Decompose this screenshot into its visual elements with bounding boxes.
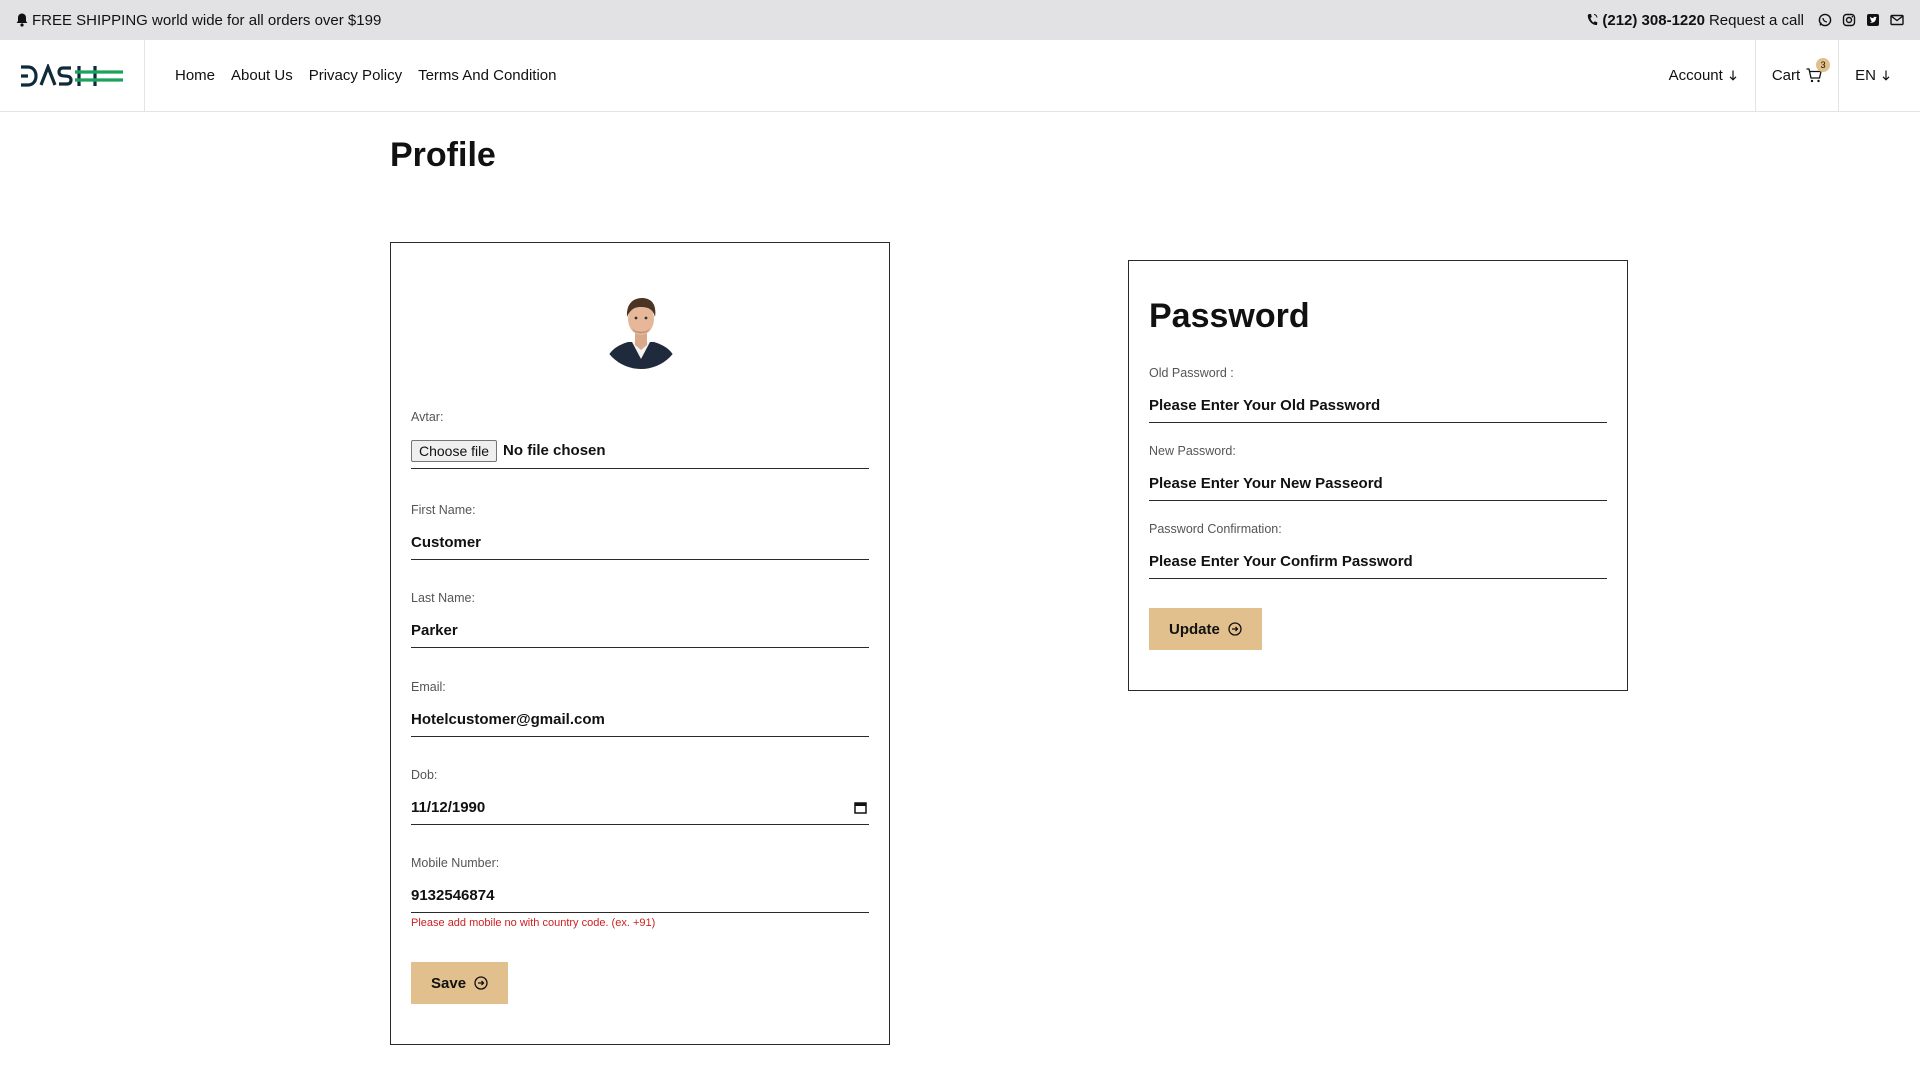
confirm-password-input[interactable] bbox=[1149, 545, 1607, 579]
whatsapp-icon[interactable] bbox=[1818, 13, 1832, 27]
top-announcement-bar bbox=[0, 0, 1920, 40]
update-label: Update bbox=[1169, 620, 1220, 638]
dob-field bbox=[411, 768, 869, 825]
mobile-hint: Please add mobile no with country code. (ex. +91) bbox=[411, 917, 656, 929]
email-label: Email: bbox=[411, 680, 446, 694]
new-password-field bbox=[1149, 444, 1607, 501]
arrow-circle-right-icon bbox=[1228, 622, 1242, 636]
language-selector[interactable] bbox=[1838, 40, 1920, 112]
update-button[interactable] bbox=[1149, 608, 1262, 650]
arrow-circle-right-icon bbox=[474, 976, 488, 990]
old-password-field bbox=[1149, 366, 1607, 423]
account-dropdown[interactable] bbox=[1653, 40, 1755, 112]
page-title: Profile bbox=[390, 136, 496, 174]
language-label: EN bbox=[1855, 67, 1876, 84]
confirm-password-field bbox=[1149, 522, 1607, 579]
save-button[interactable] bbox=[411, 962, 508, 1004]
new-password-input[interactable] bbox=[1149, 467, 1607, 501]
bell-icon bbox=[16, 13, 28, 27]
arrow-down-icon bbox=[1729, 70, 1737, 81]
nav-link-home[interactable]: Home bbox=[175, 67, 216, 84]
shipping-notice bbox=[16, 12, 381, 29]
site-logo[interactable] bbox=[0, 40, 145, 112]
instagram-icon[interactable] bbox=[1842, 13, 1856, 27]
main-navigation bbox=[0, 40, 1920, 112]
avatar-field bbox=[411, 410, 869, 469]
dob-value: 11/12/1990 bbox=[411, 799, 486, 816]
person-avatar-icon bbox=[600, 287, 682, 369]
phone-icon bbox=[1586, 13, 1598, 27]
password-card bbox=[1128, 260, 1628, 691]
primary-menu bbox=[175, 67, 556, 84]
phone-number[interactable]: (212) 308-1220 bbox=[1602, 11, 1705, 29]
mobile-field bbox=[411, 856, 869, 929]
twitter-icon[interactable] bbox=[1866, 13, 1880, 27]
arrow-down-icon bbox=[1882, 70, 1890, 81]
cart-count-badge: 3 bbox=[1816, 58, 1830, 72]
account-label: Account bbox=[1668, 67, 1723, 84]
new-password-label: New Password: bbox=[1149, 444, 1236, 458]
mail-icon[interactable] bbox=[1890, 14, 1904, 26]
mobile-label: Mobile Number: bbox=[411, 856, 500, 870]
first-name-label: First Name: bbox=[411, 503, 476, 517]
old-password-input[interactable] bbox=[1149, 389, 1607, 423]
cart-label: Cart bbox=[1771, 67, 1801, 84]
first-name-field bbox=[411, 503, 869, 560]
request-call-link[interactable]: Request a call bbox=[1708, 11, 1804, 29]
last-name-field bbox=[411, 591, 869, 648]
last-name-input[interactable]: Parker bbox=[411, 614, 869, 648]
avatar-label: Avtar: bbox=[411, 410, 444, 424]
choose-file-button[interactable]: Choose file bbox=[411, 440, 497, 462]
first-name-input[interactable]: Customer bbox=[411, 526, 869, 560]
nav-link-privacy-policy[interactable]: Privacy Policy bbox=[308, 67, 403, 84]
file-status-text: No file chosen bbox=[503, 442, 606, 459]
dash-logo-icon bbox=[19, 64, 125, 88]
avatar bbox=[600, 287, 682, 369]
password-title: Password bbox=[1149, 297, 1310, 335]
nav-link-about-us[interactable]: About Us bbox=[231, 67, 293, 84]
confirm-password-label: Password Confirmation: bbox=[1149, 522, 1282, 536]
profile-card bbox=[390, 242, 890, 1045]
cart-button[interactable] bbox=[1755, 40, 1838, 112]
dob-label: Dob: bbox=[411, 768, 438, 782]
mobile-input[interactable]: 9132546874 bbox=[411, 879, 869, 913]
save-label: Save bbox=[431, 974, 467, 992]
shipping-text: FREE SHIPPING world wide for all orders over $199 bbox=[32, 11, 382, 29]
email-input[interactable]: Hotelcustomer@gmail.com bbox=[411, 703, 869, 737]
old-password-label: Old Password : bbox=[1149, 366, 1234, 380]
dob-input[interactable] bbox=[411, 791, 869, 825]
nav-link-terms[interactable]: Terms And Condition bbox=[418, 67, 557, 84]
last-name-label: Last Name: bbox=[411, 591, 475, 605]
calendar-icon[interactable] bbox=[854, 801, 867, 814]
email-field bbox=[411, 680, 869, 737]
